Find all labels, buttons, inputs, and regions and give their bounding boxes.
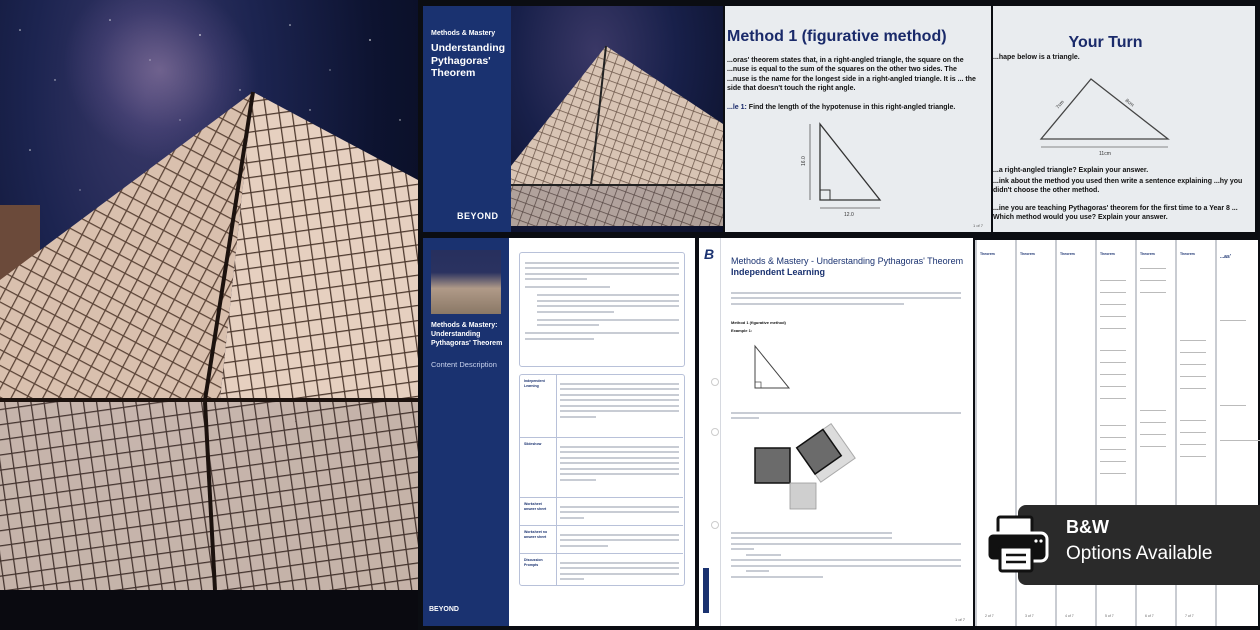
resource-table	[519, 374, 685, 586]
method-paragraph: ...oras' theorem states that, in a right-angled triangle, the square on the ...nuse is equal to the sum of the squares on the other two sides. The ...nuse is the name for the longest side in a right-angled triangle. It is ... the side that doesn't touch the right angle.	[727, 57, 976, 93]
section-heading: Method 1 (figurative method)	[731, 320, 786, 325]
bw-options-badge	[1018, 505, 1260, 585]
vertical-brand-mark	[703, 568, 709, 613]
content-description-page	[423, 238, 695, 626]
method-example	[727, 104, 955, 111]
printer-icon	[984, 515, 1054, 575]
pyramid-illustration	[0, 0, 418, 630]
method-slide	[725, 6, 991, 232]
svg-text:16.0: 16.0	[801, 156, 807, 166]
pythagoras-squares-diagram	[749, 423, 859, 523]
binder-hole	[711, 521, 719, 529]
beyond-b-logo: B	[704, 246, 715, 262]
right-triangle-diagram	[800, 116, 890, 216]
content-description-sidebar	[423, 238, 509, 626]
stacked-page: ...as'	[1215, 240, 1258, 626]
method-title: Method 1 (figurative method)	[727, 28, 947, 45]
stacked-page: Theorem 3 of 7	[1015, 240, 1055, 626]
beyond-logo: BEYOND	[457, 211, 499, 221]
your-turn-lead: ...hape below is a triangle.	[993, 54, 1080, 61]
stacked-page: Theorem 7 of 7	[1175, 240, 1215, 626]
bw-label: B&W	[1066, 517, 1109, 537]
table-row: Slideshow	[520, 437, 683, 497]
sidebar-subtitle: Content Description	[431, 360, 497, 369]
svg-text:11cm: 11cm	[1099, 151, 1111, 157]
your-turn-slide	[993, 6, 1255, 232]
cover-title: Understanding Pythagoras' Theorem	[431, 42, 506, 80]
intro-box	[519, 252, 685, 367]
binder-hole	[711, 378, 719, 386]
question-1: ...a right-angled triangle? Explain your answer.	[993, 167, 1149, 174]
example-heading: Example 1:	[731, 328, 753, 333]
beyond-logo: BEYOND	[429, 606, 459, 613]
example-text: Find the length of the hypotenuse in this right-angled triangle.	[748, 104, 956, 111]
stacked-page: Theorem 5 of 7	[1095, 240, 1135, 626]
svg-text:8cm: 8cm	[1123, 97, 1135, 109]
table-row: Discussion Prompts	[520, 553, 683, 585]
options-available-label: Options Available	[1066, 543, 1213, 564]
thumbnail-photo	[431, 250, 501, 314]
table-row: Worksheet no answer sheet	[520, 525, 683, 553]
table-row: Independent Learning	[520, 375, 683, 437]
question-3: ...ine you are teaching Pythagoras' theorem for the first time to a Year 8 ... Which method would you use? Explain your answer.	[993, 205, 1238, 222]
stacked-page: Theorem 6 of 7	[1135, 240, 1175, 626]
binder-hole	[711, 428, 719, 436]
hero-photo	[0, 0, 418, 630]
sidebar-title: Methods & Mastery: Understanding Pythagoras' Theorem	[431, 322, 503, 347]
cover-kicker: Methods & Mastery	[431, 30, 496, 37]
example-label: ...le 1:	[727, 104, 747, 111]
worksheet-title: Methods & Mastery - Understanding Pythagoras' Theorem Independent Learning	[731, 256, 964, 277]
question-2: ...ink about the method you used then write a sentence explaining ...hy you didn't choose the other method.	[993, 178, 1243, 195]
cover-slide	[423, 6, 723, 232]
svg-text:7cm: 7cm	[1055, 99, 1066, 111]
cover-photo	[511, 6, 723, 232]
page-number: 1 of 7	[954, 617, 965, 622]
your-turn-title: Your Turn	[1068, 34, 1143, 51]
svg-text:12.0: 12.0	[844, 212, 854, 216]
stacked-page: Theorem 2 of 7	[975, 240, 1015, 626]
table-row: Worksheet answer sheet	[520, 497, 683, 525]
triangle-diagram	[1033, 71, 1183, 161]
stacked-page: Theorem 4 of 7	[1055, 240, 1095, 626]
independent-learning-worksheet	[699, 238, 973, 626]
worksheet-triangle	[749, 343, 799, 398]
page-number: 1 of 7	[972, 223, 983, 228]
cover-title-band	[423, 6, 511, 232]
